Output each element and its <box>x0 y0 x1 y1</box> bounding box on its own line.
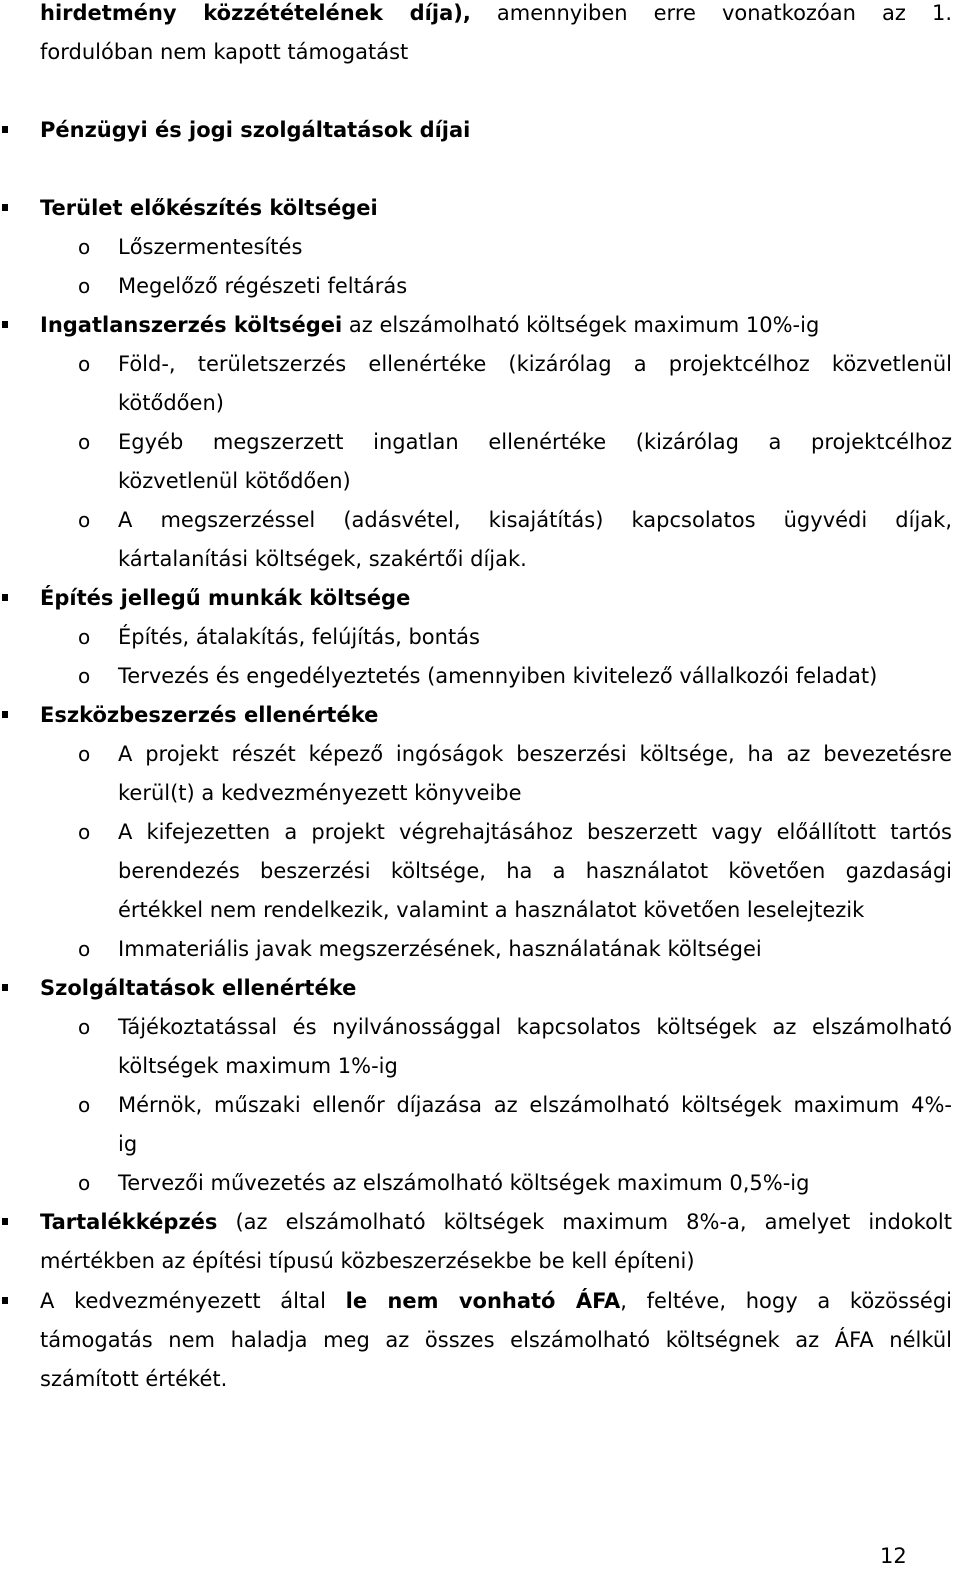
intro-line-1 <box>40 0 952 33</box>
tartalek-bold: Tartalékképzés <box>40 1210 218 1234</box>
ingatlan-heading-bold: Ingatlanszerzés költségei <box>40 313 343 337</box>
item-penzugyi: Pénzügyi és jogi szolgáltatások díjai <box>40 118 471 142</box>
terulet-sub-2: Megelőző régészeti feltárás <box>118 274 408 298</box>
page-number: 12 <box>880 1544 907 1568</box>
tartalek-rest: (az elszámolható költségek maximum 8%-a, amelyet indokolt <box>217 1210 952 1234</box>
ingatlan-sub-3-line-1: A megszerzéssel (adásvétel, kisajátítás) kapcsolatos ügyvédi díjak, <box>118 508 952 532</box>
eszkoz-sub-3: Immateriális javak megszerzésének, használatának költségei <box>118 937 762 961</box>
szolg-sub-1-line-1: Tájékoztatással és nyilvánossággal kapcsolatos költségek az elszámolható <box>118 1015 952 1039</box>
szolg-sub-3: Tervezői művezetés az elszámolható költségek maximum 0,5%-ig <box>118 1171 810 1195</box>
szolg-sub-1-line-2: költségek maximum 1%-ig <box>118 1054 398 1078</box>
circle-bullet-icon: o <box>78 1015 91 1039</box>
square-bullet-icon <box>2 594 8 601</box>
intro-line-2: fordulóban nem kapott támogatást <box>40 40 409 64</box>
afa-text-a: A kedvezményezett által <box>40 1289 346 1313</box>
terulet-sub-1: Lőszermentesítés <box>118 235 303 259</box>
circle-bullet-icon: o <box>78 352 91 376</box>
ingatlan-sub-1-line-1: Föld-, területszerzés ellenértéke (kizárólag a projektcélhoz közvetlenül <box>118 352 952 376</box>
item-afa-line-3: számított értékét. <box>40 1367 228 1391</box>
eszkoz-sub-2-line-2: berendezés beszerzési költsége, ha a használatot követően gazdasági <box>118 859 952 883</box>
square-bullet-icon <box>2 321 8 328</box>
square-bullet-icon <box>2 1218 8 1225</box>
szolg-sub-2-line-1: Mérnök, műszaki ellenőr díjazása az elszámolható költségek maximum 4%- <box>118 1093 952 1117</box>
eszkoz-sub-1-line-2: kerül(t) a kedvezményezett könyveibe <box>118 781 522 805</box>
ingatlan-heading-rest: az elszámolható költségek maximum 10%-ig <box>342 313 820 337</box>
eszkoz-sub-2-line-3: értékkel nem rendelkezik, valamint a használatot követően leselejtezik <box>118 898 865 922</box>
circle-bullet-icon: o <box>78 430 91 454</box>
square-bullet-icon <box>2 126 8 133</box>
ingatlan-sub-1-line-2: kötődően) <box>118 391 224 415</box>
intro-bold: hirdetmény közzétételének díja), <box>40 1 471 25</box>
circle-bullet-icon: o <box>78 235 91 259</box>
square-bullet-icon <box>2 204 8 211</box>
item-afa-line-2: támogatás nem haladja meg az összes elszámolható költségnek az ÁFA nélkül <box>40 1328 952 1352</box>
item-tartalek-line-1 <box>40 1203 952 1242</box>
circle-bullet-icon: o <box>78 664 91 688</box>
item-ingatlan-heading <box>40 306 952 345</box>
item-terulet-heading: Terület előkészítés költségei <box>40 196 378 220</box>
square-bullet-icon <box>2 984 8 991</box>
item-szolg-heading: Szolgáltatások ellenértéke <box>40 976 357 1000</box>
eszkoz-sub-2-line-1: A kifejezetten a projekt végrehajtásához beszerzett vagy előállított tartós <box>118 820 952 844</box>
item-epites-heading: Építés jellegű munkák költsége <box>40 586 411 610</box>
afa-text-bold: le nem vonható ÁFA <box>345 1289 621 1313</box>
afa-text-c: , feltéve, hogy a közösségi <box>620 1289 953 1313</box>
circle-bullet-icon: o <box>78 937 91 961</box>
szolg-sub-2-line-2: ig <box>118 1132 138 1156</box>
intro-rest: amennyiben erre vonatkozóan az 1. <box>496 1 952 25</box>
epites-sub-1: Építés, átalakítás, felújítás, bontás <box>118 625 480 649</box>
ingatlan-sub-3-line-2: kártalanítási költségek, szakértői díjak. <box>118 547 527 571</box>
circle-bullet-icon: o <box>78 508 91 532</box>
circle-bullet-icon: o <box>78 742 91 766</box>
circle-bullet-icon: o <box>78 1171 91 1195</box>
item-eszkoz-heading: Eszközbeszerzés ellenértéke <box>40 703 379 727</box>
epites-sub-2: Tervezés és engedélyeztetés (amennyiben kivitelező vállalkozói feladat) <box>118 664 878 688</box>
circle-bullet-icon: o <box>78 625 91 649</box>
ingatlan-sub-2-line-1: Egyéb megszerzett ingatlan ellenértéke (kizárólag a projektcélhoz <box>118 430 952 454</box>
square-bullet-icon <box>2 1297 8 1304</box>
circle-bullet-icon: o <box>78 820 91 844</box>
eszkoz-sub-1-line-1: A projekt részét képező ingóságok beszerzési költsége, ha az bevezetésre <box>118 742 952 766</box>
item-afa-line-1 <box>40 1282 952 1321</box>
item-tartalek-line-2: mértékben az építési típusú közbeszerzésekbe be kell építeni) <box>40 1249 695 1273</box>
circle-bullet-icon: o <box>78 1093 91 1117</box>
square-bullet-icon <box>2 711 8 718</box>
ingatlan-sub-2-line-2: közvetlenül kötődően) <box>118 469 351 493</box>
circle-bullet-icon: o <box>78 274 91 298</box>
